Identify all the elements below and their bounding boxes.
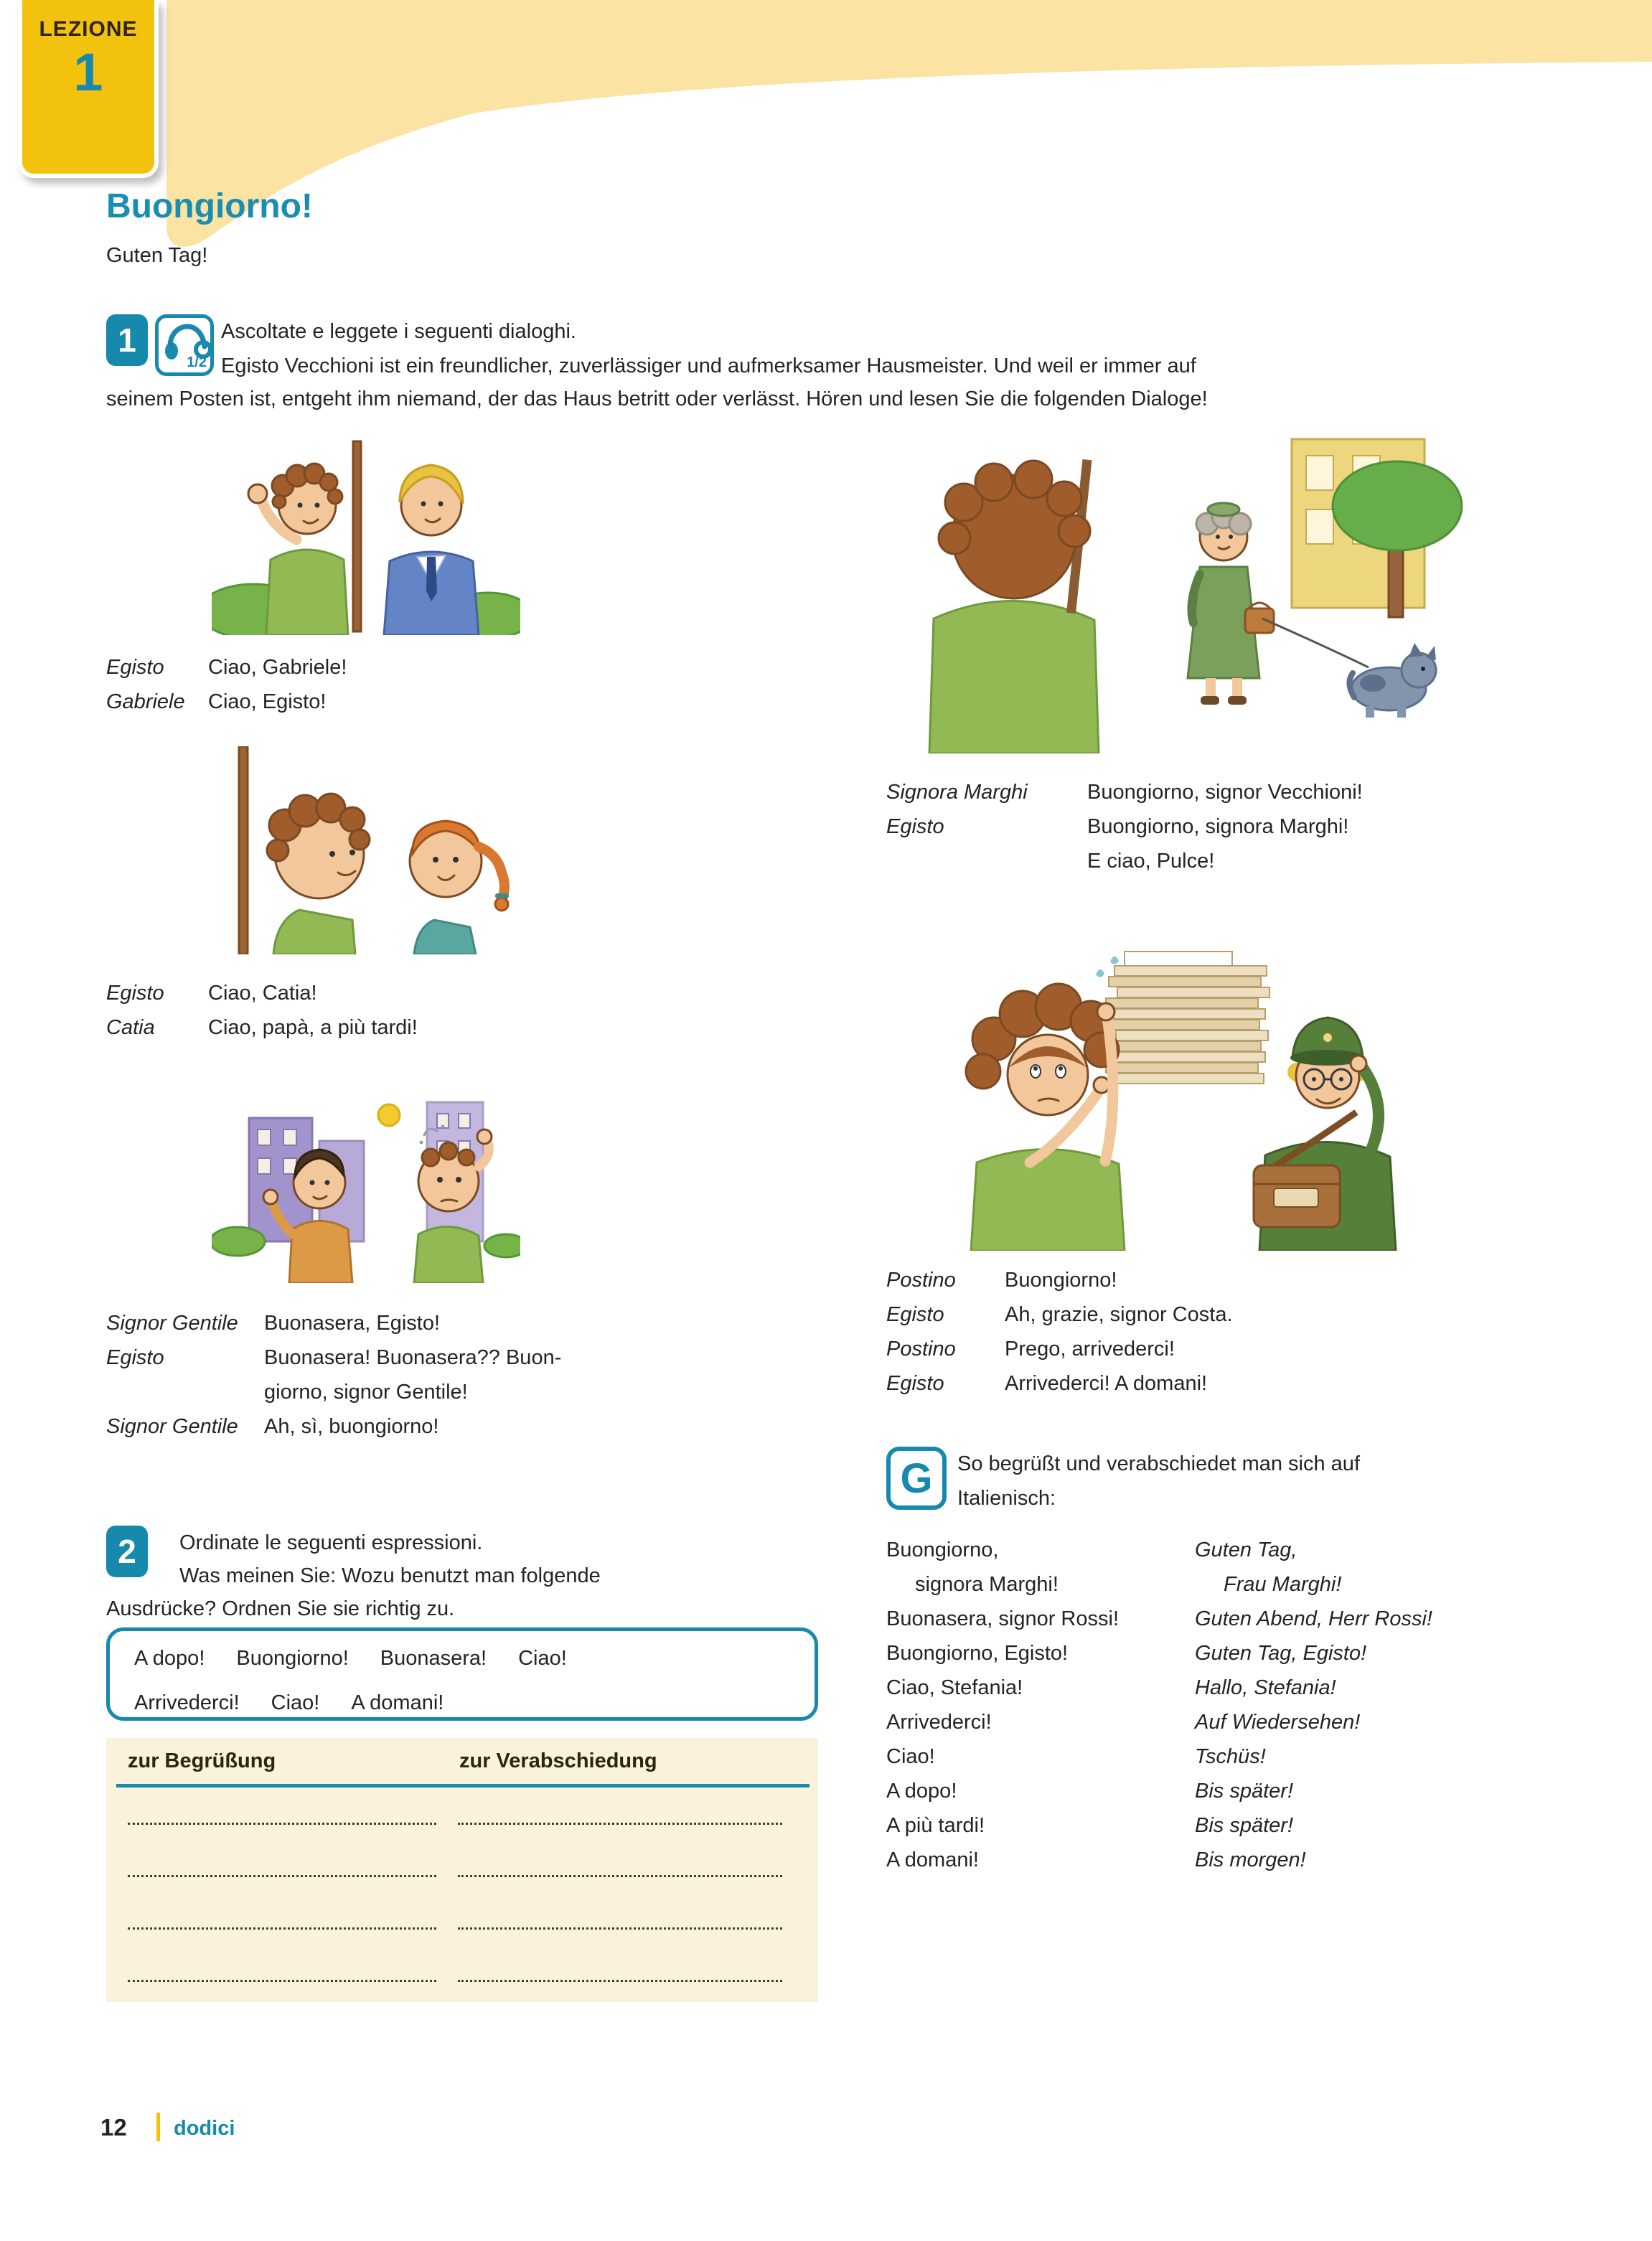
expression-item: Ciao! bbox=[518, 1647, 567, 1670]
speaker-name: Signor Gentile bbox=[106, 1312, 238, 1335]
german-translation: Guten Abend, Herr Rossi! bbox=[1195, 1607, 1432, 1630]
illustration-egisto-and-gabriele bbox=[212, 431, 520, 639]
expression-item: Buonasera! bbox=[380, 1647, 487, 1670]
exercise-2-instruction-german-line1: Was meinen Sie: Wozu benutzt man folgende bbox=[179, 1564, 601, 1587]
italian-phrase: Arrivederci! bbox=[886, 1711, 992, 1734]
italian-phrase: signora Marghi! bbox=[915, 1573, 1059, 1596]
grammar-icon bbox=[886, 1447, 947, 1510]
german-translation: Guten Tag, bbox=[1195, 1538, 1297, 1561]
dialogue-line bbox=[886, 1366, 1233, 1401]
german-translation: Guten Tag, Egisto! bbox=[1195, 1642, 1367, 1665]
italian-phrase: A dopo! bbox=[886, 1780, 957, 1803]
dialogue-line bbox=[106, 650, 347, 685]
answer-blank bbox=[128, 1823, 436, 1825]
expression-item: Arrivederci! bbox=[134, 1691, 240, 1714]
table-answer-rows bbox=[128, 1772, 795, 1982]
speaker-name: Egisto bbox=[886, 1372, 944, 1395]
audio-icon bbox=[155, 314, 214, 376]
speaker-name: Catia bbox=[106, 1016, 155, 1039]
lesson-tab-label: LEZIONE bbox=[39, 17, 138, 41]
page-subtitle: Guten Tag! bbox=[106, 244, 208, 267]
phrase-pair bbox=[886, 1602, 1432, 1636]
expression-item: A domani! bbox=[351, 1691, 444, 1714]
german-translation: Frau Marghi! bbox=[1224, 1573, 1342, 1596]
speech-text: Ciao, Catia! bbox=[208, 982, 317, 1005]
german-translation: Tschüs! bbox=[1195, 1745, 1266, 1768]
exercise-1-instruction-italian: Ascoltate e leggete i seguenti dialoghi. bbox=[221, 320, 576, 343]
speech-text: giorno, signor Gentile! bbox=[264, 1381, 468, 1404]
phrase-pair bbox=[886, 1533, 1432, 1567]
speaker-name bbox=[106, 1375, 264, 1409]
expressions-line-1 bbox=[134, 1642, 815, 1676]
grammar-text-line1: So begrüßt und verabschiedet man sich auf bbox=[957, 1452, 1360, 1475]
expression-item: Buongiorno! bbox=[236, 1647, 349, 1670]
speaker-name: Egisto bbox=[886, 1303, 944, 1326]
exercise-2-number-badge bbox=[106, 1526, 148, 1577]
exercise-number: 2 bbox=[118, 1533, 136, 1570]
speaker-name: Signora Marghi bbox=[886, 781, 1028, 804]
expressions-box bbox=[106, 1627, 818, 1721]
answer-blank bbox=[458, 1823, 782, 1825]
dialogue-line bbox=[106, 976, 418, 1010]
answer-row bbox=[128, 1772, 795, 1825]
italian-phrase: Buongiorno, bbox=[886, 1538, 999, 1561]
expression-item: Ciao! bbox=[271, 1691, 320, 1714]
answer-blank bbox=[128, 1927, 436, 1930]
speaker-name: Egisto bbox=[106, 656, 164, 679]
top-band-decoration bbox=[0, 0, 1652, 273]
speech-text: Buongiorno, signora Marghi! bbox=[1087, 815, 1349, 838]
exercise-number: 1 bbox=[118, 321, 136, 359]
phrase-pair bbox=[886, 1567, 1432, 1602]
speaker-name: Postino bbox=[886, 1338, 956, 1361]
phrase-pair bbox=[886, 1808, 1432, 1843]
cartoon-marghi-dog bbox=[886, 431, 1471, 753]
dialogue-line bbox=[106, 1306, 561, 1340]
lesson-number: 1 bbox=[73, 42, 103, 102]
dialogue-egisto-catia bbox=[106, 976, 418, 1045]
dialogue-line bbox=[886, 844, 1363, 878]
speaker-name: Egisto bbox=[106, 982, 164, 1005]
answer-blank bbox=[458, 1927, 782, 1930]
speech-text: Buongiorno, signor Vecchioni! bbox=[1087, 781, 1363, 804]
dialogue-line bbox=[886, 1263, 1233, 1297]
exercise-1-intro-german-line1: Egisto Vecchioni ist ein freundlicher, zuverlässiger und aufmerksamer Hausmeister. Und weil er immer auf bbox=[221, 354, 1196, 377]
answer-row bbox=[128, 1930, 795, 1982]
phrase-pair bbox=[886, 1636, 1432, 1671]
page-number: 12 bbox=[100, 2114, 127, 2141]
lesson-tab bbox=[18, 0, 159, 178]
answer-row bbox=[128, 1877, 795, 1930]
table-header-greeting: zur Begrüßung bbox=[128, 1749, 276, 1772]
italian-phrase: Ciao! bbox=[886, 1745, 935, 1768]
answer-blank bbox=[128, 1980, 436, 1982]
exercise-1-intro-german-line2: seinem Posten ist, entgeht ihm niemand, der das Haus betritt oder verlässt. Hören und lesen Sie die folgenden Dialoge! bbox=[106, 387, 1208, 410]
answer-blank bbox=[128, 1875, 436, 1877]
cartoon-postino bbox=[886, 924, 1475, 1251]
answer-blank bbox=[458, 1980, 782, 1982]
speech-text: Buongiorno! bbox=[1005, 1269, 1117, 1292]
italian-phrase: A più tardi! bbox=[886, 1814, 985, 1837]
illustration-egisto-and-catia bbox=[212, 746, 520, 958]
footer-divider-bar bbox=[156, 2113, 160, 2141]
dialogue-line bbox=[106, 1340, 561, 1375]
page-title: Buongiorno! bbox=[106, 187, 313, 225]
cartoon-gentile-evening bbox=[212, 1075, 520, 1283]
italian-phrase: Ciao, Stefania! bbox=[886, 1676, 1023, 1699]
grammar-text-line2: Italienisch: bbox=[957, 1487, 1056, 1510]
italian-phrase: Buonasera, signor Rossi! bbox=[886, 1607, 1119, 1630]
speech-text: E ciao, Pulce! bbox=[1087, 850, 1215, 873]
dialogue-egisto-gabriele bbox=[106, 650, 347, 719]
phrase-pair bbox=[886, 1739, 1432, 1774]
speech-text: Buonasera, Egisto! bbox=[264, 1312, 441, 1335]
illustration-egisto-and-postino bbox=[886, 924, 1475, 1254]
phrase-pair bbox=[886, 1774, 1432, 1808]
italian-phrase: A domani! bbox=[886, 1848, 979, 1871]
dialogue-line bbox=[886, 1297, 1233, 1332]
dialogue-line bbox=[886, 775, 1363, 809]
speaker-name: Postino bbox=[886, 1269, 956, 1292]
illustration-signor-gentile-evening bbox=[212, 1075, 520, 1287]
speech-text: Ah, grazie, signor Costa. bbox=[1005, 1303, 1233, 1326]
german-translation: Bis später! bbox=[1195, 1780, 1293, 1803]
dialogue-line bbox=[886, 1332, 1233, 1366]
speech-text: Arrivederci! A domani! bbox=[1005, 1372, 1208, 1395]
audio-track-label: 1/2 bbox=[187, 354, 207, 370]
exercise-1-number-badge bbox=[106, 314, 148, 366]
dialogue-marghi-egisto bbox=[886, 775, 1363, 878]
phrase-pair bbox=[886, 1671, 1432, 1705]
cartoon-egisto-catia bbox=[212, 746, 520, 954]
speech-text: Ciao, Gabriele! bbox=[208, 656, 347, 679]
illustration-signora-marghi-and-dog bbox=[886, 431, 1471, 757]
speaker-name: Egisto bbox=[106, 1346, 164, 1369]
speech-text: Ciao, Egisto! bbox=[208, 690, 327, 713]
german-translation: Bis morgen! bbox=[1195, 1848, 1306, 1871]
dialogue-line bbox=[106, 1010, 418, 1045]
speaker-name: Egisto bbox=[886, 815, 944, 838]
german-translation: Auf Wiedersehen! bbox=[1195, 1711, 1361, 1734]
speech-text: Ah, sì, buongiorno! bbox=[264, 1415, 439, 1438]
dialogue-line bbox=[106, 1375, 561, 1409]
speech-text: Ciao, papà, a più tardi! bbox=[208, 1016, 418, 1039]
answer-row bbox=[128, 1825, 795, 1877]
speech-text: Buonasera! Buonasera?? Buon- bbox=[264, 1346, 562, 1369]
phrase-pair bbox=[886, 1843, 1432, 1877]
exercise-2-instruction-italian: Ordinate le seguenti espressioni. bbox=[179, 1531, 483, 1554]
speaker-name: Gabriele bbox=[106, 690, 185, 713]
grammar-icon-letter: G bbox=[900, 1455, 933, 1502]
speaker-name: Signor Gentile bbox=[106, 1415, 238, 1438]
italian-phrase: Buongiorno, Egisto! bbox=[886, 1642, 1069, 1665]
german-translation: Bis später! bbox=[1195, 1814, 1293, 1837]
phrase-pair bbox=[886, 1705, 1432, 1739]
exercise-2-instruction-german-line2: Ausdrücke? Ordnen Sie sie richtig zu. bbox=[106, 1597, 455, 1620]
cartoon-egisto-gabriele bbox=[212, 431, 520, 635]
answer-blank bbox=[458, 1875, 782, 1877]
speaker-name bbox=[886, 844, 1087, 878]
phrase-translation-list bbox=[886, 1533, 1432, 1877]
german-translation: Hallo, Stefania! bbox=[1195, 1676, 1336, 1699]
page-number-word: dodici bbox=[174, 2117, 235, 2140]
dialogue-line bbox=[886, 809, 1363, 844]
expression-item: A dopo! bbox=[134, 1647, 205, 1670]
table-header-farewell: zur Verabschiedung bbox=[459, 1749, 657, 1772]
expressions-line-2 bbox=[134, 1686, 815, 1720]
dialogue-line bbox=[106, 685, 347, 719]
dialogue-line bbox=[106, 1409, 561, 1444]
dialogue-gentile-egisto bbox=[106, 1306, 561, 1444]
speech-text: Prego, arrivederci! bbox=[1005, 1338, 1175, 1361]
dialogue-postino-egisto bbox=[886, 1263, 1233, 1401]
